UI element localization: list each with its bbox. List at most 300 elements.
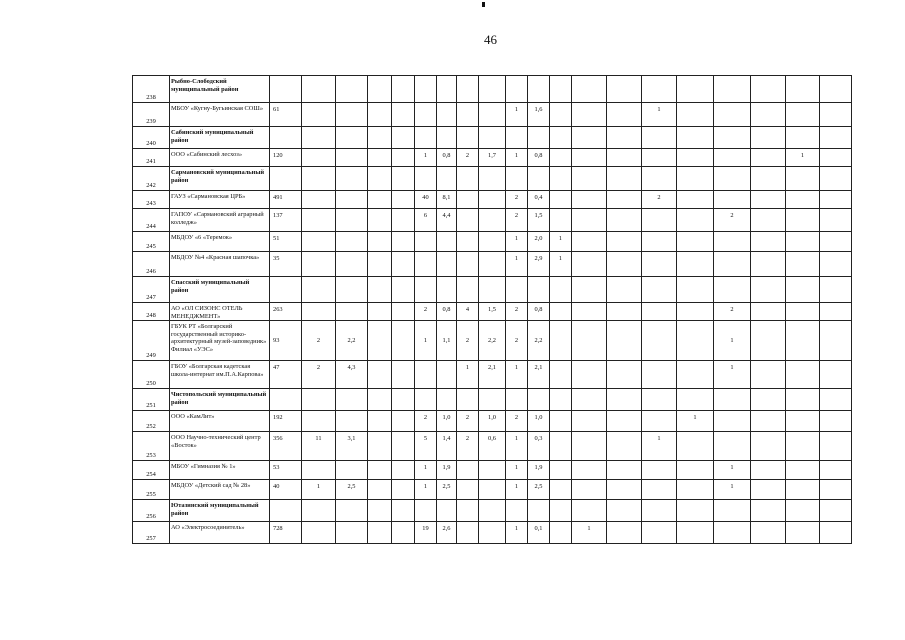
- value-cell: [607, 500, 642, 522]
- value-cell: 2: [642, 191, 677, 209]
- value-cell: 2: [714, 303, 751, 321]
- value-cell: 6: [415, 209, 437, 232]
- value-cell: 1,9: [437, 461, 457, 480]
- value-cell: [714, 432, 751, 461]
- value-cell: 1,5: [528, 209, 550, 232]
- value-cell: [572, 277, 607, 303]
- value-cell: [714, 232, 751, 252]
- value-cell: 0,1: [528, 522, 550, 544]
- value-cell: [415, 127, 437, 149]
- value-cell: [714, 167, 751, 191]
- table-row: [133, 522, 852, 544]
- table-row: [133, 461, 852, 480]
- value-cell: [550, 76, 572, 103]
- value-cell: [368, 500, 392, 522]
- value-cell: 120: [270, 149, 302, 167]
- value-cell: [820, 432, 852, 461]
- value-cell: [820, 232, 852, 252]
- value-cell: [415, 361, 437, 389]
- value-cell: [302, 149, 336, 167]
- value-cell: [368, 127, 392, 149]
- value-cell: 1: [506, 252, 528, 277]
- table-row: [133, 277, 852, 303]
- value-cell: [336, 76, 368, 103]
- value-cell: [751, 500, 786, 522]
- row-number: 242: [133, 167, 170, 191]
- value-cell: [415, 500, 437, 522]
- value-cell: [642, 209, 677, 232]
- value-cell: 2,2: [336, 321, 368, 361]
- value-cell: [368, 411, 392, 432]
- table-row: [133, 209, 852, 232]
- value-cell: [457, 232, 479, 252]
- value-cell: [642, 127, 677, 149]
- value-cell: [336, 252, 368, 277]
- value-cell: [368, 461, 392, 480]
- value-cell: [677, 522, 714, 544]
- value-cell: 1: [506, 103, 528, 127]
- value-cell: 491: [270, 191, 302, 209]
- organization-name: МБДОУ №4 «Красная шапочка»: [170, 252, 270, 277]
- organization-name: МБДОУ «6 «Теремок»: [170, 232, 270, 252]
- value-cell: [270, 76, 302, 103]
- district-name: Ютазинский муниципальный район: [170, 500, 270, 522]
- value-cell: [392, 149, 415, 167]
- organization-name: ГБОУ «Болгарская кадетская школа-интернат им.П.А.Карпова»: [170, 361, 270, 389]
- value-cell: 0,8: [528, 303, 550, 321]
- value-cell: 2,5: [437, 480, 457, 500]
- value-cell: 1,0: [479, 411, 506, 432]
- value-cell: [820, 500, 852, 522]
- value-cell: [457, 103, 479, 127]
- value-cell: [751, 461, 786, 480]
- row-number: 238: [133, 76, 170, 103]
- value-cell: [528, 389, 550, 411]
- value-cell: [392, 209, 415, 232]
- value-cell: [528, 76, 550, 103]
- value-cell: [392, 461, 415, 480]
- value-cell: 2: [506, 209, 528, 232]
- value-cell: [820, 127, 852, 149]
- value-cell: [820, 361, 852, 389]
- value-cell: [572, 167, 607, 191]
- value-cell: [820, 252, 852, 277]
- value-cell: [457, 209, 479, 232]
- value-cell: 728: [270, 522, 302, 544]
- value-cell: [270, 127, 302, 149]
- table-row: [133, 500, 852, 522]
- value-cell: [677, 321, 714, 361]
- value-cell: 4,3: [336, 361, 368, 389]
- value-cell: [336, 127, 368, 149]
- value-cell: [751, 480, 786, 500]
- value-cell: 2: [506, 191, 528, 209]
- value-cell: [457, 461, 479, 480]
- value-cell: [368, 432, 392, 461]
- value-cell: [786, 76, 820, 103]
- value-cell: 1,9: [528, 461, 550, 480]
- table-row: [133, 232, 852, 252]
- value-cell: 1,0: [528, 411, 550, 432]
- value-cell: [479, 389, 506, 411]
- value-cell: [786, 411, 820, 432]
- value-cell: 2,2: [479, 321, 506, 361]
- value-cell: [302, 76, 336, 103]
- value-cell: [302, 127, 336, 149]
- value-cell: 1: [457, 361, 479, 389]
- value-cell: 1: [302, 480, 336, 500]
- value-cell: [751, 321, 786, 361]
- value-cell: [751, 361, 786, 389]
- value-cell: [270, 277, 302, 303]
- value-cell: 51: [270, 232, 302, 252]
- value-cell: [572, 303, 607, 321]
- value-cell: [550, 522, 572, 544]
- value-cell: [607, 103, 642, 127]
- value-cell: [457, 389, 479, 411]
- value-cell: [392, 167, 415, 191]
- value-cell: [786, 500, 820, 522]
- district-name: Сармановский муниципальный район: [170, 167, 270, 191]
- value-cell: [479, 500, 506, 522]
- value-cell: 2,5: [528, 480, 550, 500]
- value-cell: [368, 480, 392, 500]
- value-cell: [392, 191, 415, 209]
- value-cell: [607, 76, 642, 103]
- value-cell: [642, 303, 677, 321]
- table-row: [133, 389, 852, 411]
- value-cell: 2: [506, 411, 528, 432]
- row-number: 253: [133, 432, 170, 461]
- value-cell: [572, 480, 607, 500]
- organization-name: ГБУК РТ «Болгарский государственный историко-архитектурный музей-заповедник» Филиал «УЭС»: [170, 321, 270, 361]
- value-cell: [550, 389, 572, 411]
- value-cell: 2: [415, 303, 437, 321]
- value-cell: [479, 522, 506, 544]
- value-cell: [820, 167, 852, 191]
- value-cell: [607, 252, 642, 277]
- value-cell: [368, 191, 392, 209]
- value-cell: [528, 500, 550, 522]
- value-cell: [392, 500, 415, 522]
- value-cell: 1,7: [479, 149, 506, 167]
- row-number: 256: [133, 500, 170, 522]
- value-cell: 192: [270, 411, 302, 432]
- value-cell: [550, 411, 572, 432]
- value-cell: [457, 252, 479, 277]
- value-cell: [607, 232, 642, 252]
- value-cell: [751, 277, 786, 303]
- value-cell: [642, 252, 677, 277]
- value-cell: 2,0: [528, 232, 550, 252]
- value-cell: [642, 232, 677, 252]
- value-cell: [336, 303, 368, 321]
- value-cell: 0,6: [479, 432, 506, 461]
- value-cell: [642, 76, 677, 103]
- value-cell: 1,1: [437, 321, 457, 361]
- value-cell: [368, 103, 392, 127]
- value-cell: [336, 277, 368, 303]
- value-cell: [550, 500, 572, 522]
- value-cell: [607, 277, 642, 303]
- value-cell: [415, 232, 437, 252]
- value-cell: [506, 500, 528, 522]
- row-number: 251: [133, 389, 170, 411]
- value-cell: [677, 389, 714, 411]
- value-cell: [572, 500, 607, 522]
- value-cell: [550, 303, 572, 321]
- value-cell: [820, 76, 852, 103]
- row-number: 245: [133, 232, 170, 252]
- value-cell: [437, 389, 457, 411]
- value-cell: [607, 361, 642, 389]
- value-cell: [550, 361, 572, 389]
- value-cell: 1: [415, 149, 437, 167]
- value-cell: [714, 389, 751, 411]
- value-cell: [506, 389, 528, 411]
- page-number: 46: [484, 32, 497, 47]
- value-cell: 356: [270, 432, 302, 461]
- value-cell: [392, 232, 415, 252]
- value-cell: 2,1: [479, 361, 506, 389]
- value-cell: 137: [270, 209, 302, 232]
- value-cell: [479, 209, 506, 232]
- value-cell: 4: [457, 303, 479, 321]
- value-cell: [479, 127, 506, 149]
- value-cell: 0,4: [528, 191, 550, 209]
- row-number: 247: [133, 277, 170, 303]
- value-cell: [786, 103, 820, 127]
- value-cell: [607, 480, 642, 500]
- value-cell: 1,0: [437, 411, 457, 432]
- value-cell: 1: [550, 252, 572, 277]
- value-cell: [820, 209, 852, 232]
- value-cell: [550, 149, 572, 167]
- value-cell: 1: [550, 232, 572, 252]
- value-cell: 2: [506, 321, 528, 361]
- value-cell: [392, 480, 415, 500]
- organization-name: ГАПОУ «Сармановский аграрный колледж»: [170, 209, 270, 232]
- value-cell: 2: [415, 411, 437, 432]
- row-number: 254: [133, 461, 170, 480]
- row-number: 241: [133, 149, 170, 167]
- value-cell: [607, 149, 642, 167]
- value-cell: [642, 461, 677, 480]
- value-cell: [607, 303, 642, 321]
- value-cell: [479, 277, 506, 303]
- value-cell: [572, 209, 607, 232]
- value-cell: [820, 522, 852, 544]
- value-cell: [457, 191, 479, 209]
- row-number: 239: [133, 103, 170, 127]
- value-cell: [786, 361, 820, 389]
- value-cell: [751, 127, 786, 149]
- table-row: [133, 167, 852, 191]
- row-number: 246: [133, 252, 170, 277]
- value-cell: 0,8: [528, 149, 550, 167]
- value-cell: [677, 127, 714, 149]
- table-row: [133, 480, 852, 500]
- value-cell: 3,1: [336, 432, 368, 461]
- value-cell: [550, 461, 572, 480]
- value-cell: [751, 232, 786, 252]
- value-cell: [677, 167, 714, 191]
- value-cell: [751, 389, 786, 411]
- table-row: [133, 103, 852, 127]
- value-cell: [751, 191, 786, 209]
- page-mark: [482, 2, 485, 7]
- value-cell: [714, 277, 751, 303]
- value-cell: [392, 103, 415, 127]
- value-cell: [572, 191, 607, 209]
- value-cell: [751, 167, 786, 191]
- value-cell: [415, 167, 437, 191]
- value-cell: [572, 127, 607, 149]
- value-cell: [368, 76, 392, 103]
- value-cell: [336, 149, 368, 167]
- value-cell: 1: [415, 321, 437, 361]
- value-cell: [479, 76, 506, 103]
- value-cell: [336, 209, 368, 232]
- value-cell: [336, 191, 368, 209]
- data-table: [132, 75, 852, 544]
- value-cell: [714, 522, 751, 544]
- value-cell: [392, 303, 415, 321]
- value-cell: [607, 209, 642, 232]
- value-cell: [437, 361, 457, 389]
- value-cell: [368, 232, 392, 252]
- value-cell: [479, 480, 506, 500]
- value-cell: [392, 76, 415, 103]
- organization-name: МБОУ «Гимназия № 1»: [170, 461, 270, 480]
- value-cell: [677, 76, 714, 103]
- value-cell: 1: [642, 103, 677, 127]
- value-cell: [714, 103, 751, 127]
- value-cell: [506, 76, 528, 103]
- value-cell: [415, 103, 437, 127]
- value-cell: [368, 149, 392, 167]
- value-cell: [415, 277, 437, 303]
- value-cell: 1: [714, 480, 751, 500]
- value-cell: [751, 209, 786, 232]
- district-name: Сабинский муниципальный район: [170, 127, 270, 149]
- organization-name: МБДОУ «Детский сад № 28»: [170, 480, 270, 500]
- value-cell: [786, 167, 820, 191]
- organization-name: АО «ОЛ СИЗОНС ОТЕЛЬ МЕНЕДЖМЕНТ»: [170, 303, 270, 321]
- value-cell: [336, 522, 368, 544]
- value-cell: [607, 389, 642, 411]
- table-row: [133, 149, 852, 167]
- value-cell: 1: [714, 321, 751, 361]
- value-cell: 2,6: [437, 522, 457, 544]
- value-cell: [786, 191, 820, 209]
- value-cell: [642, 149, 677, 167]
- value-cell: 5: [415, 432, 437, 461]
- value-cell: 1: [506, 232, 528, 252]
- value-cell: 4,4: [437, 209, 457, 232]
- value-cell: [415, 389, 437, 411]
- value-cell: [607, 167, 642, 191]
- value-cell: [302, 232, 336, 252]
- value-cell: [607, 411, 642, 432]
- value-cell: [479, 191, 506, 209]
- row-number: 248: [133, 303, 170, 321]
- value-cell: 1: [506, 432, 528, 461]
- value-cell: [457, 500, 479, 522]
- value-cell: [437, 167, 457, 191]
- value-cell: [642, 167, 677, 191]
- value-cell: [642, 389, 677, 411]
- value-cell: [677, 103, 714, 127]
- value-cell: [677, 500, 714, 522]
- value-cell: 1,5: [479, 303, 506, 321]
- value-cell: [820, 103, 852, 127]
- value-cell: [392, 361, 415, 389]
- value-cell: 2: [457, 411, 479, 432]
- value-cell: [677, 361, 714, 389]
- value-cell: [751, 432, 786, 461]
- value-cell: [302, 461, 336, 480]
- table-row: [133, 432, 852, 461]
- value-cell: [786, 461, 820, 480]
- organization-name: ООО Научно-технический центр «Восток»: [170, 432, 270, 461]
- value-cell: [302, 303, 336, 321]
- row-number: 244: [133, 209, 170, 232]
- value-cell: 19: [415, 522, 437, 544]
- value-cell: [302, 411, 336, 432]
- value-cell: [677, 252, 714, 277]
- value-cell: 47: [270, 361, 302, 389]
- value-cell: [550, 127, 572, 149]
- value-cell: 2,2: [528, 321, 550, 361]
- value-cell: [368, 361, 392, 389]
- value-cell: [479, 461, 506, 480]
- district-name: Спасский муниципальный район: [170, 277, 270, 303]
- value-cell: [677, 480, 714, 500]
- value-cell: [820, 389, 852, 411]
- value-cell: [392, 252, 415, 277]
- value-cell: [786, 277, 820, 303]
- value-cell: 2: [457, 321, 479, 361]
- value-cell: 1: [642, 432, 677, 461]
- value-cell: [642, 500, 677, 522]
- value-cell: [820, 277, 852, 303]
- value-cell: 1: [415, 480, 437, 500]
- value-cell: [368, 277, 392, 303]
- value-cell: [642, 277, 677, 303]
- organization-name: ГАУЗ «Сармановская ЦРБ»: [170, 191, 270, 209]
- value-cell: [336, 103, 368, 127]
- value-cell: [437, 232, 457, 252]
- value-cell: [437, 103, 457, 127]
- value-cell: 1: [506, 361, 528, 389]
- value-cell: 2,9: [528, 252, 550, 277]
- value-cell: [437, 76, 457, 103]
- value-cell: 1,4: [437, 432, 457, 461]
- table-row: [133, 191, 852, 209]
- value-cell: [392, 432, 415, 461]
- value-cell: [607, 127, 642, 149]
- value-cell: [392, 389, 415, 411]
- value-cell: 2: [302, 361, 336, 389]
- value-cell: [528, 167, 550, 191]
- value-cell: [270, 500, 302, 522]
- row-number: 250: [133, 361, 170, 389]
- row-number: 240: [133, 127, 170, 149]
- value-cell: [786, 209, 820, 232]
- value-cell: 1,6: [528, 103, 550, 127]
- value-cell: [751, 303, 786, 321]
